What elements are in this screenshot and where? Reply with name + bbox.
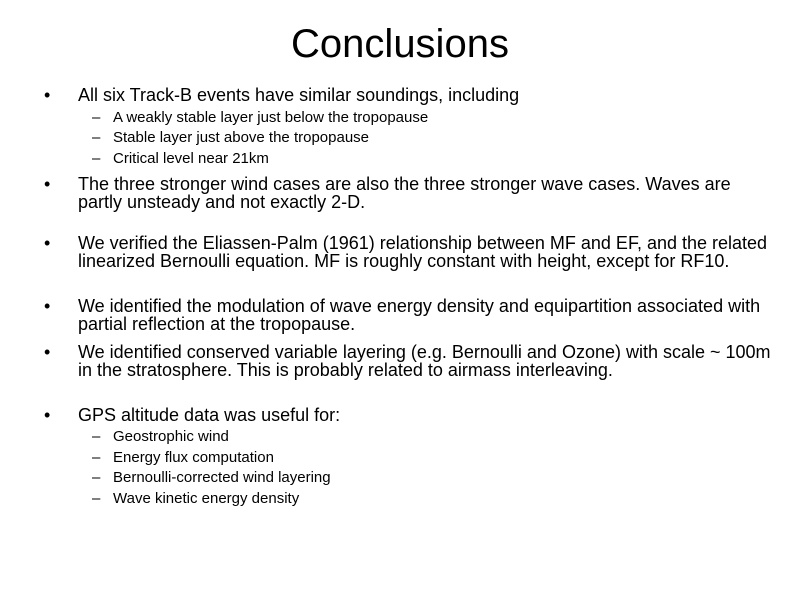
sub-bullet-dash: – bbox=[92, 129, 101, 146]
sub-bullet-dash: – bbox=[92, 109, 101, 126]
sub-bullet-text: Critical level near 21km bbox=[113, 150, 269, 167]
sub-bullet-text: Energy flux computation bbox=[113, 449, 274, 466]
sub-bullet-dash: – bbox=[92, 449, 101, 466]
bullet-dot: • bbox=[44, 296, 51, 316]
sub-bullet-text: Wave kinetic energy density bbox=[113, 490, 300, 507]
bullet-dot: • bbox=[44, 405, 51, 425]
sub-bullet-text: Bernoulli-corrected wind layering bbox=[113, 469, 331, 486]
bullet-dot: • bbox=[44, 85, 51, 105]
bullet-dot: • bbox=[44, 174, 51, 194]
bullet-text: GPS altitude data was useful for: bbox=[78, 405, 341, 425]
sub-bullet-text: Stable layer just above the tropopause bbox=[113, 129, 370, 146]
sub-bullet-dash: – bbox=[92, 150, 101, 167]
sub-bullet-dash: – bbox=[92, 428, 101, 445]
bullet-text: We identified the modulation of wave energy density and equipartition associated with partial reflection at the tropopause. bbox=[78, 296, 761, 334]
sub-bullet-dash: – bbox=[92, 490, 101, 507]
sub-bullet-text: A weakly stable layer just below the tropopause bbox=[113, 109, 429, 126]
bullet-text: We identified conserved variable layering (e.g. Bernoulli and Ozone) with scale ~ 100m in the stratosphere. This is probably related to airmass interleaving. bbox=[78, 342, 771, 380]
bullet-dot: • bbox=[44, 342, 51, 362]
sub-bullet-text: Geostrophic wind bbox=[113, 428, 229, 445]
bullet-dot: • bbox=[44, 233, 51, 253]
bullet-text: We verified the Eliassen-Palm (1961) relationship between MF and EF, and the related linearized Bernoulli equation. MF is roughly constant with height, except for RF10. bbox=[78, 233, 768, 271]
sub-bullet-dash: – bbox=[92, 469, 101, 486]
bullet-text: All six Track-B events have similar soundings, including bbox=[78, 85, 520, 105]
slide-title: Conclusions bbox=[291, 22, 509, 66]
bullet-text: The three stronger wind cases are also the three stronger wave cases. Waves are partly unsteady and not exactly 2-D. bbox=[78, 174, 731, 212]
